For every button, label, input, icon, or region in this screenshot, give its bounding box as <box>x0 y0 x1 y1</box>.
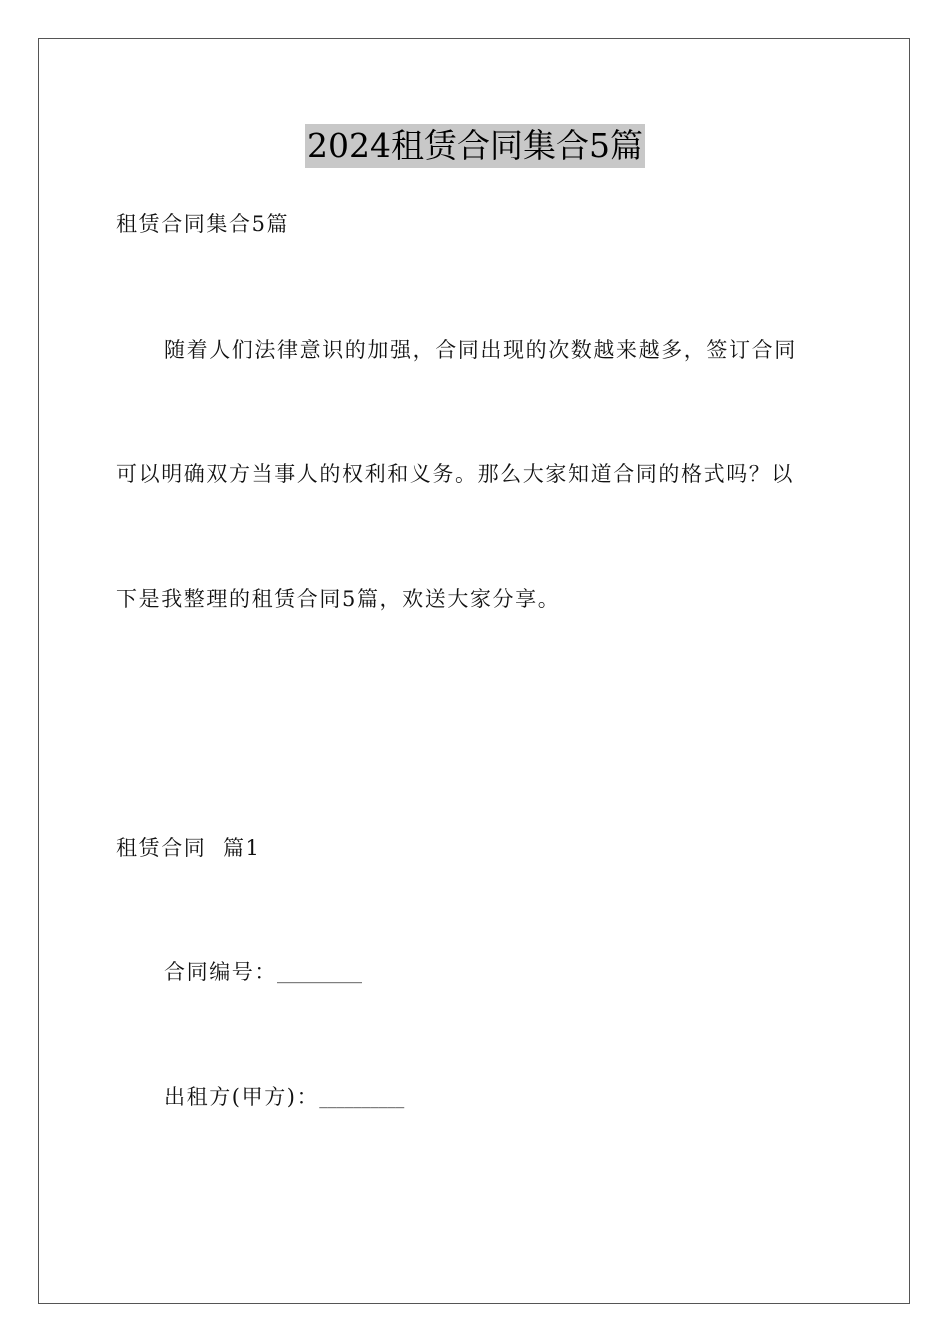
intro-line-1: 随着人们法律意识的加强，合同出现的次数越来越多，签订合同 <box>164 338 797 362</box>
lessor-label: 出租方(甲方)： <box>164 1085 320 1109</box>
contract-number-blank: __________ <box>277 964 362 984</box>
contract-number-field <box>164 958 362 988</box>
intro-line-3: 下是我整理的租赁合同5篇，欢送大家分享。 <box>116 587 561 611</box>
document-title: 2024租赁合同集合5篇 <box>305 124 645 168</box>
document-subtitle: 租赁合同集合5篇 <box>116 212 290 236</box>
lessor-blank: __________ <box>319 1089 405 1109</box>
title-container <box>0 124 950 168</box>
section-heading: 租赁合同 篇1 <box>116 836 261 860</box>
contract-number-label: 合同编号： <box>164 960 277 984</box>
intro-line-2: 可以明确双方当事人的权利和义务。那么大家知道合同的格式吗？以 <box>116 462 794 486</box>
lessor-field <box>164 1083 404 1113</box>
